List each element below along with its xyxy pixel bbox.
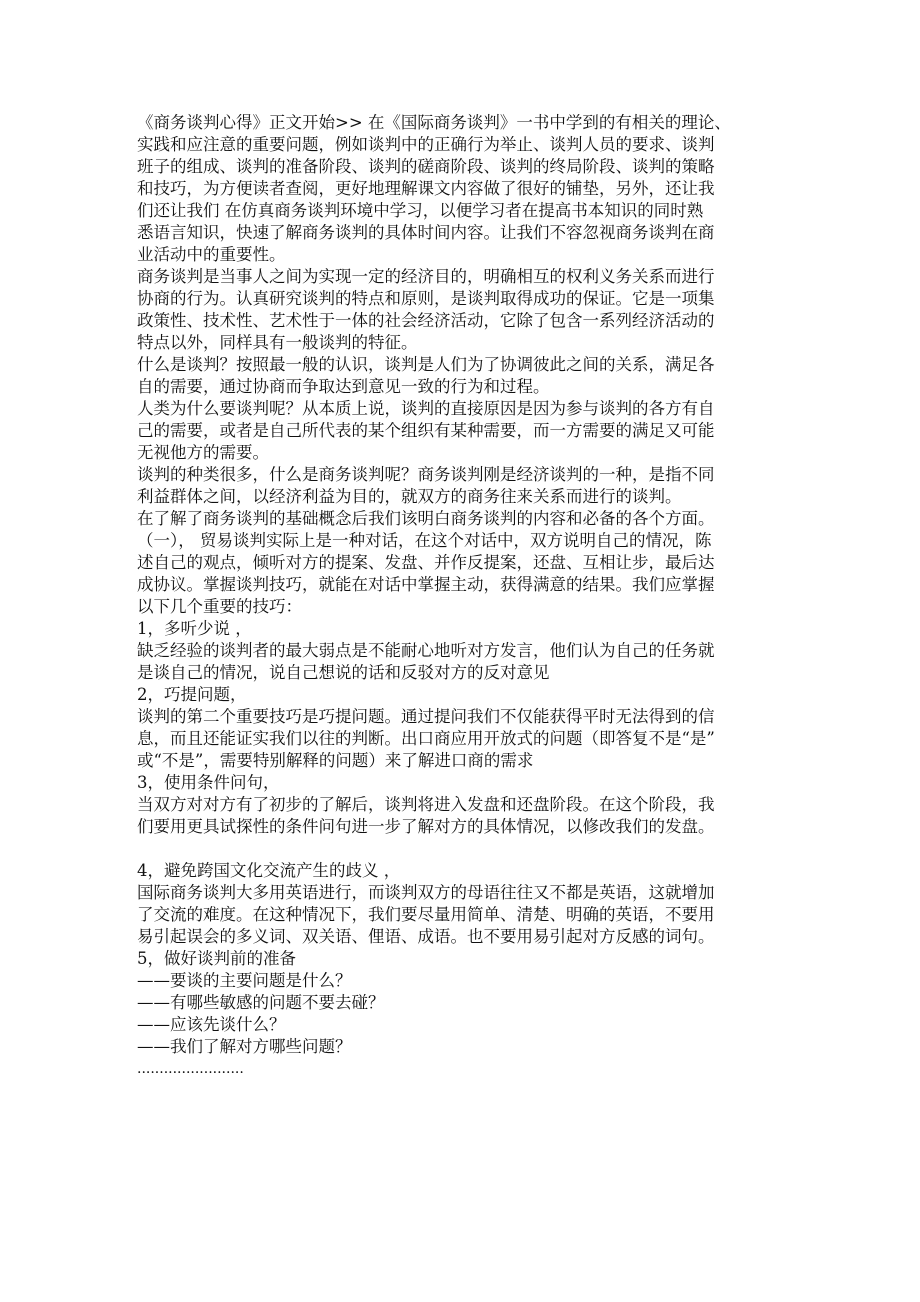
tip-1-body-line-1: 缺乏经验的谈判者的最大弱点是不能耐心地听对方发言，他们认为自己的任务就: [137, 641, 715, 660]
intro-line-1: 《商务谈判心得》正文开始>> 在《国际商务谈判》一书中学到的有相关的理论、: [137, 113, 731, 132]
tip-4-body-line-1: 国际商务谈判大多用英语进行，而谈判双方的母语往往又不都是英语，这就增加: [137, 883, 715, 902]
why-negotiate-line-2: 己的需要，或者是自己所代表的某个组织有某种需要，而一方需要的满足又可能: [137, 421, 715, 440]
tip-2-body-line-2: 息，而且还能证实我们以往的判断。出口商应用开放式的问题（即答复不是“是”: [137, 729, 715, 748]
section-one-line-1: （一）， 贸易谈判实际上是一种对话，在这个对话中，双方说明自己的情况，陈: [137, 531, 712, 550]
intro-line-3: 班子的组成、谈判的准备阶段、谈判的磋商阶段、谈判的终局阶段、谈判的策略: [137, 157, 715, 176]
intro-line-5: 们还让我们 在仿真商务谈判环境中学习，以便学习者在提高书本知识的同时熟: [137, 201, 704, 220]
prep-question-3: ——应该先谈什么？: [137, 1015, 286, 1034]
tip-3-body-line-2: 们要用更具试探性的条件问句进一步了解对方的具体情况，以修改我们的发盘。: [137, 817, 715, 836]
tip-1-body-line-2: 是谈自己的情况，说自己想说的话和反驳对方的反对意见: [137, 663, 550, 682]
why-negotiate-line-3: 无视他方的需要。: [137, 443, 269, 462]
ellipsis-continuation: ........................: [137, 1061, 244, 1077]
document-body: [137, 112, 797, 1080]
basics-line: 在了解了商务谈判的基础概念后我们该明白商务谈判的内容和必备的各个方面。: [137, 509, 715, 528]
definition-line-3: 政策性、技术性、艺术性于一体的社会经济活动，它除了包含一系列经济活动的: [137, 311, 715, 330]
definition-line-1: 商务谈判是当事人之间为实现一定的经济目的，明确相互的权利义务关系而进行: [137, 267, 715, 286]
tip-4-body-line-2: 了交流的难度。在这种情况下，我们要尽量用简单、清楚、明确的英语，不要用: [137, 905, 715, 924]
tip-4-heading: 4，避免跨国文化交流产生的歧义 ，: [137, 861, 401, 880]
intro-line-7: 业活动中的重要性。: [137, 245, 286, 264]
tip-2-body-line-3: 或“不是”，需要特别解释的问题）来了解进口商的需求: [137, 751, 534, 770]
what-is-negotiation-line-1: 什么是谈判？按照最一般的认识，谈判是人们为了协调彼此之间的关系，满足各: [137, 355, 715, 374]
tip-1-heading: 1，多听少说 ，: [137, 619, 252, 638]
intro-line-2: 实践和应注意的重要问题，例如谈判中的正确行为举止、谈判人员的要求、谈判: [137, 135, 715, 154]
prep-question-4: ——我们了解对方哪些问题？: [137, 1037, 352, 1056]
intro-line-4: 和技巧，为方便读者查阅，更好地理解课文内容做了很好的铺垫，另外，还让我: [137, 179, 715, 198]
prep-question-2: ——有哪些敏感的问题不要去碰？: [137, 993, 385, 1012]
tip-4-body-line-3: 易引起误会的多义词、双关语、俚语、成语。也不要用易引起对方反感的词句。: [137, 927, 715, 946]
what-is-negotiation-line-2: 自的需要，通过协商而争取达到意见一致的行为和过程。: [137, 377, 550, 396]
section-one-line-2: 述自己的观点，倾听对方的提案、发盘、并作反提案，还盘、互相让步，最后达: [137, 553, 715, 572]
intro-line-6: 悉语言知识，快速了解商务谈判的具体时间内容。让我们不容忽视商务谈判在商: [137, 223, 715, 242]
types-line-1: 谈判的种类很多，什么是商务谈判呢？商务谈判刚是经济谈判的一种，是指不同: [137, 465, 715, 484]
blank-line: [137, 838, 797, 860]
definition-line-4: 特点以外，同样具有一般谈判的特征。: [137, 333, 418, 352]
tip-3-heading: 3，使用条件问句，: [137, 773, 280, 792]
section-one-line-4: 以下几个重要的技巧：: [137, 597, 302, 616]
why-negotiate-line-1: 人类为什么要谈判呢？从本质上说，谈判的直接原因是因为参与谈判的各方有自: [137, 399, 715, 418]
tip-5-heading: 5，做好谈判前的准备: [137, 949, 296, 968]
tip-2-heading: 2，巧提问题，: [137, 685, 247, 704]
section-one-line-3: 成协议。掌握谈判技巧，就能在对话中掌握主动，获得满意的结果。我们应掌握: [137, 575, 715, 594]
tip-2-body-line-1: 谈判的第二个重要技巧是巧提问题。通过提问我们不仅能获得平时无法得到的信: [137, 707, 715, 726]
prep-question-1: ——要谈的主要问题是什么？: [137, 971, 352, 990]
definition-line-2: 协商的行为。认真研究谈判的特点和原则，是谈判取得成功的保证。它是一项集: [137, 289, 715, 308]
tip-3-body-line-1: 当双方对对方有了初步的了解后，谈判将进入发盘和还盘阶段。在这个阶段，我: [137, 795, 715, 814]
types-line-2: 利益群体之间，以经济利益为目的，就双方的商务往来关系而进行的谈判。: [137, 487, 682, 506]
